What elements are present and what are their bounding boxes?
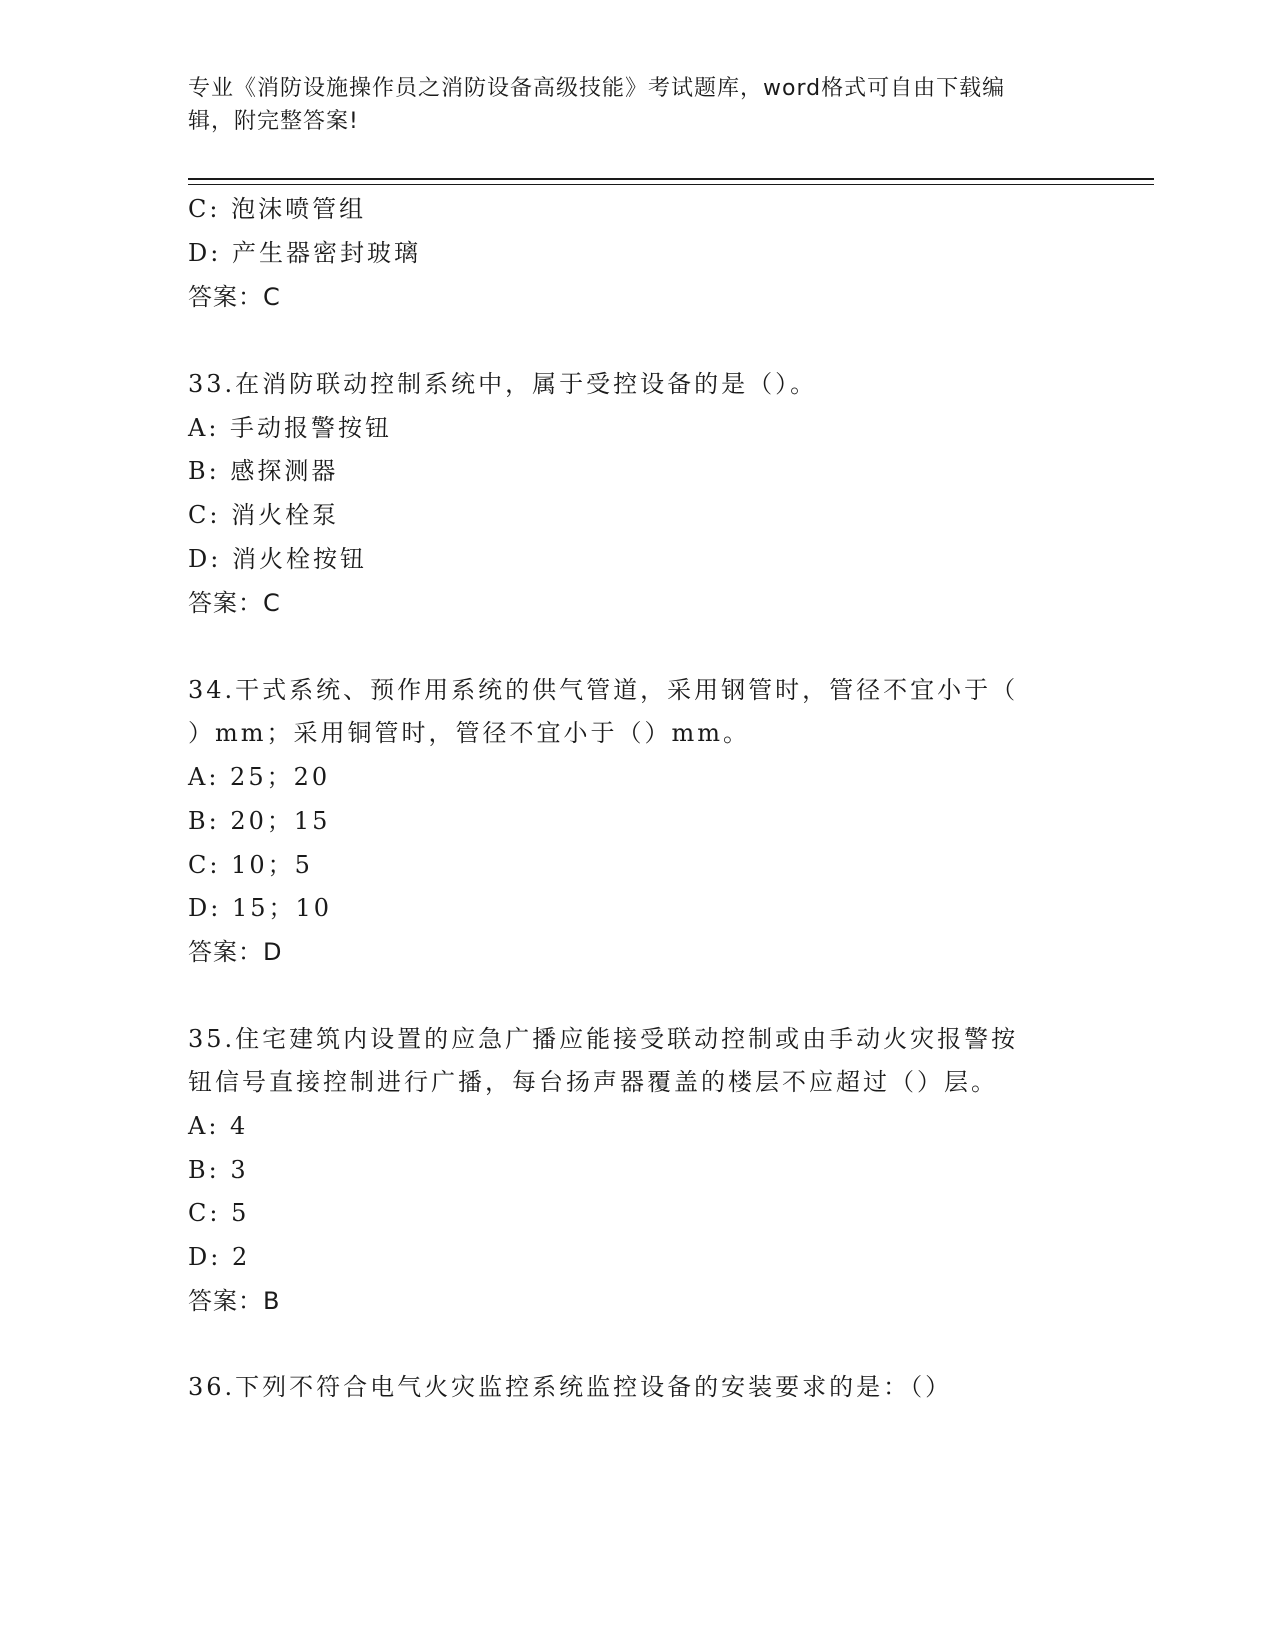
q35-option-b: B: 3 <box>188 1156 249 1184</box>
q32-option-c: C: 泡沫喷管组 <box>188 195 367 223</box>
header-divider-thin <box>188 184 1154 185</box>
q32-option-d: D: 产生器密封玻璃 <box>188 239 421 267</box>
q34-stem-line-2: ）mm；采用铜管时，管径不宜小于（）mm。 <box>188 719 751 747</box>
q35-answer: 答案：B <box>188 1287 281 1315</box>
q35-option-a: A: 4 <box>188 1112 249 1140</box>
q35-option-d: D: 2 <box>188 1243 251 1271</box>
q33-option-a: A: 手动报警按钮 <box>188 414 393 442</box>
header-divider-thick <box>188 178 1154 180</box>
q34-option-d: D: 15；10 <box>188 894 333 922</box>
q34-answer: 答案：D <box>188 938 283 966</box>
q33-option-b: B: 感探测器 <box>188 457 339 485</box>
q33-stem: 33.在消防联动控制系统中，属于受控设备的是（）。 <box>188 370 818 398</box>
q32-answer: 答案：C <box>188 283 281 311</box>
document-header <box>188 72 1068 138</box>
q34-option-c: C: 10；5 <box>188 851 313 879</box>
q35-option-c: C: 5 <box>188 1199 250 1227</box>
q33-answer: 答案：C <box>188 589 281 617</box>
q34-option-b: B: 20；15 <box>188 807 331 835</box>
q33-option-d: D: 消火栓按钮 <box>188 545 367 573</box>
q36-stem: 36.下列不符合电气火灾监控系统监控设备的安装要求的是：（） <box>188 1373 953 1401</box>
header-line-2: 辑，附完整答案! <box>188 109 359 134</box>
q34-stem-line-1: 34.干式系统、预作用系统的供气管道，采用钢管时，管径不宜小于（ <box>188 676 1019 704</box>
q35-stem-line-2: 钮信号直接控制进行广播，每台扬声器覆盖的楼层不应超过（）层。 <box>188 1068 998 1096</box>
q33-option-c: C: 消火栓泵 <box>188 501 340 529</box>
header-line-1: 专业《消防设施操作员之消防设备高级技能》考试题库，word格式可自由下载编 <box>188 76 1006 101</box>
q34-option-a: A: 25；20 <box>188 763 331 791</box>
q35-stem-line-1: 35.住宅建筑内设置的应急广播应能接受联动控制或由手动火灾报警按 <box>188 1025 1019 1053</box>
